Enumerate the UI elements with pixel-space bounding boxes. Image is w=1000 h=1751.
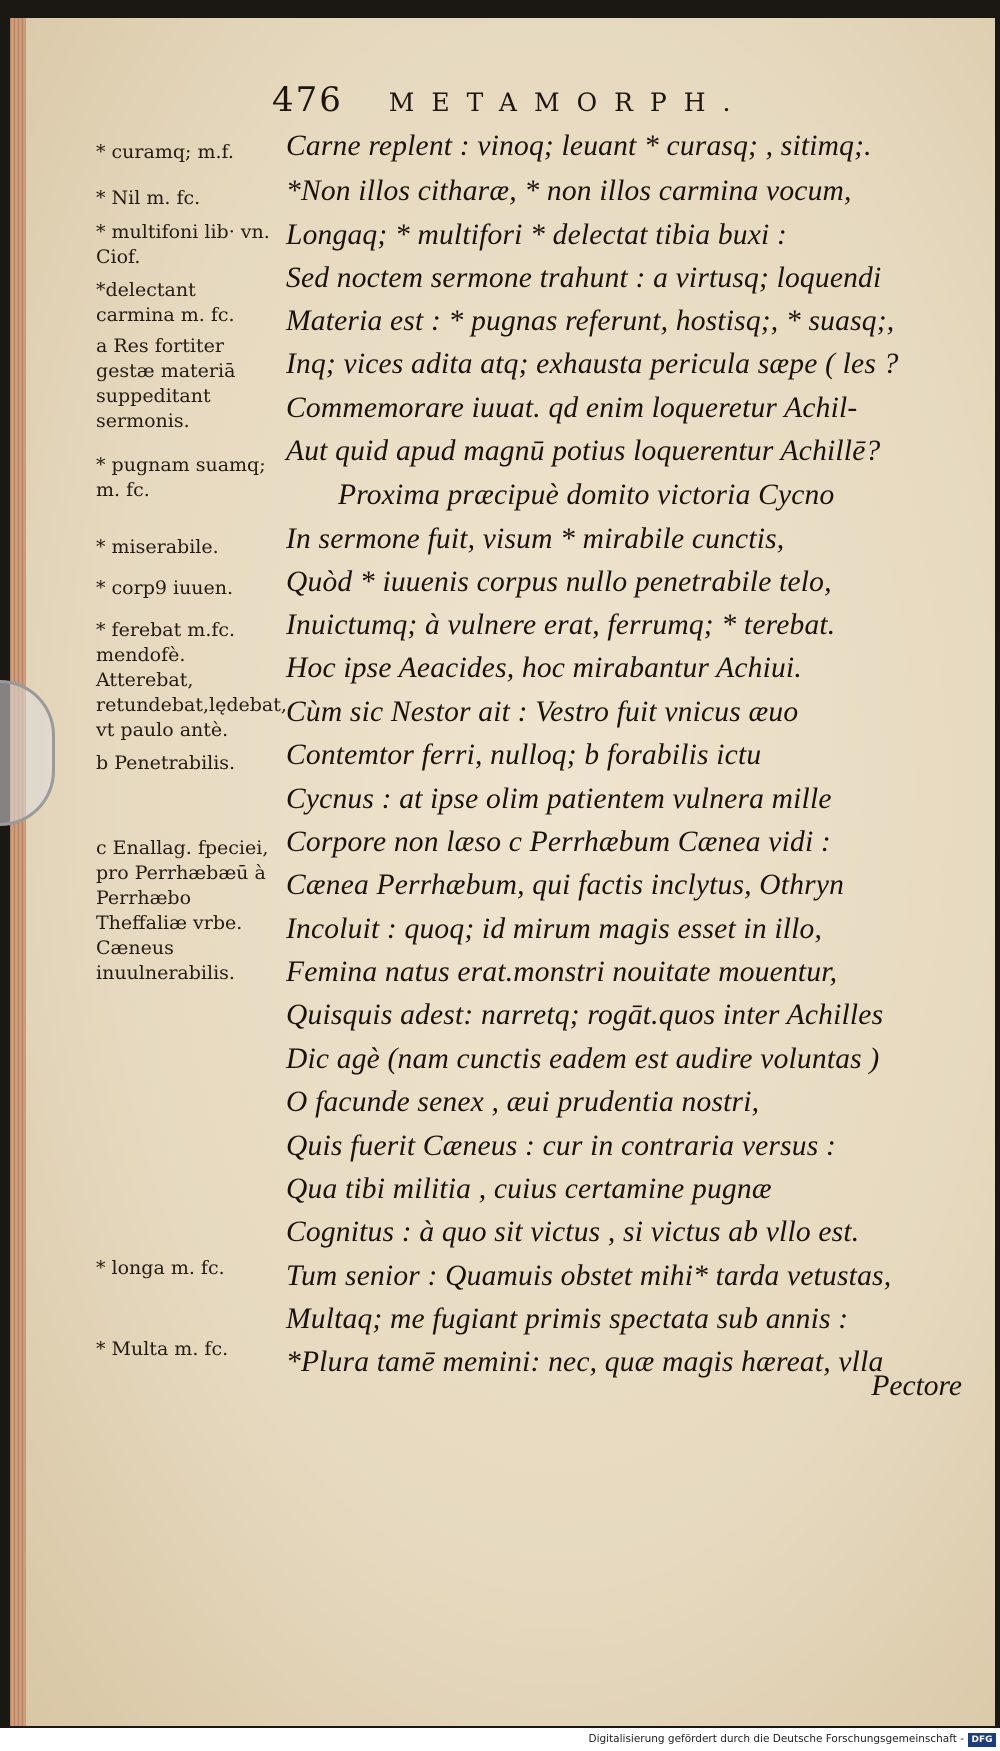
dfg-logo-icon: DFG [968, 1733, 996, 1747]
margin-note: * Multa m. fc. [96, 1338, 229, 1360]
margin-note: c Enallag. fpeciei, pro Perrhæbæū à Perrhæbo Theffaliæ vrbe. Cæneus inuulnerabilis. [96, 837, 269, 984]
verse-line: Dic agè (nam cunctis eadem est audire voluntas ) [286, 1043, 880, 1075]
verse-line: Proxima præcipuè domito victoria Cycno [338, 479, 835, 511]
margin-note: * multifoni lib· vn. Ciof. [96, 221, 270, 268]
margin-note: * ferebat m.fc. mendofè. Atterebat, retundebat,lędebat, vt paulo antè. [96, 619, 287, 741]
verse-line: *Plura tamē memini: nec, quæ magis hæreat, vlla [286, 1346, 884, 1378]
margin-note: * miserabile. [96, 536, 219, 558]
verse-line: Commemorare iuuat. qd enim loqueretur Achil- [286, 392, 858, 424]
verse-line: Incoluit : quoq; id mirum magis esset in illo, [286, 913, 823, 945]
verse-line: In sermone fuit, visum * mirabile cunctis, [286, 523, 785, 555]
verse-line: Cognitus : à quo sit victus , si victus ab vllo est. [286, 1216, 860, 1248]
verse-line: Carne replent : vinoq; leuant * curasq; , sitimq;. [286, 130, 872, 162]
verse-line: Sed noctem sermone trahunt : a virtusq; loquendi [286, 262, 882, 294]
footer-bar [0, 1730, 1000, 1751]
catchword: Pectore [871, 1370, 962, 1402]
funding-credit: Digitalisierung gefördert durch die Deutsche Forschungsgemeinschaft - [588, 1733, 964, 1745]
verse-line: Quis fuerit Cæneus : cur in contraria versus : [286, 1130, 837, 1162]
running-title: METAMORPH. [388, 88, 748, 117]
verse-line: Multaq; me fugiant primis spectata sub annis : [286, 1303, 849, 1335]
margin-note: a Res fortiter gestæ materiā suppeditant sermonis. [96, 335, 236, 432]
verse-line: Cænea Perrhæbum, qui factis inclytus, Othryn [286, 869, 845, 901]
verse-line: Quisquis adest: narretq; rogāt.quos inter Achilles [286, 999, 884, 1031]
verse-line: Hoc ipse Aeacides, hoc mirabantur Achiui. [286, 652, 802, 684]
verse-line: Aut quid apud magnū potius loquerentur Achillē? [286, 435, 881, 467]
verse-line: Cycnus : at ipse olim patientem vulnera mille [286, 783, 832, 815]
margin-note: * pugnam suamq; m. fc. [96, 454, 266, 501]
page-edges [10, 18, 26, 1726]
verse-line: Femina natus erat.monstri nouitate mouentur, [286, 956, 838, 988]
page-number: 476 [272, 80, 343, 120]
verse-line: Contemtor ferri, nulloq; b forabilis ictu [286, 739, 762, 771]
margin-note: * corp9 iuuen. [96, 577, 234, 599]
margin-note: *delectant carmina m. fc. [96, 279, 235, 326]
verse-line: Inuictumq; à vulnere erat, ferrumq; * terebat. [286, 609, 836, 641]
verse-line: Corpore non læso c Perrhæbum Cænea vidi : [286, 826, 831, 858]
verse-line: *Non illos citharæ, * non illos carmina vocum, [286, 175, 852, 207]
verse-line: Tum senior : Quamuis obstet mihi* tarda vetustas, [286, 1260, 892, 1292]
margin-note: b Penetrabilis. [96, 752, 236, 774]
page-header [272, 80, 747, 120]
verse-line: O facunde senex , æui prudentia nostri, [286, 1086, 760, 1118]
margin-note: * longa m. fc. [96, 1257, 225, 1279]
verse-line: Inq; vices adita atq; exhausta pericula sæpe ( les ? [286, 348, 899, 380]
verse-line: Longaq; * multifori * delectat tibia buxi : [286, 219, 788, 251]
verse-line: Quòd * iuuenis corpus nullo penetrabile telo, [286, 566, 832, 598]
margin-note: * Nil m. fc. [96, 187, 201, 209]
verse-line: Materia est : * pugnas referunt, hostisq;, * suasq;, [286, 305, 895, 337]
verse-line: Cùm sic Nestor ait : Vestro fuit vnicus æuo [286, 696, 799, 728]
verse-line: Qua tibi militia , cuius certamine pugnæ [286, 1173, 772, 1205]
margin-note: * curamq; m.f. [96, 141, 234, 163]
